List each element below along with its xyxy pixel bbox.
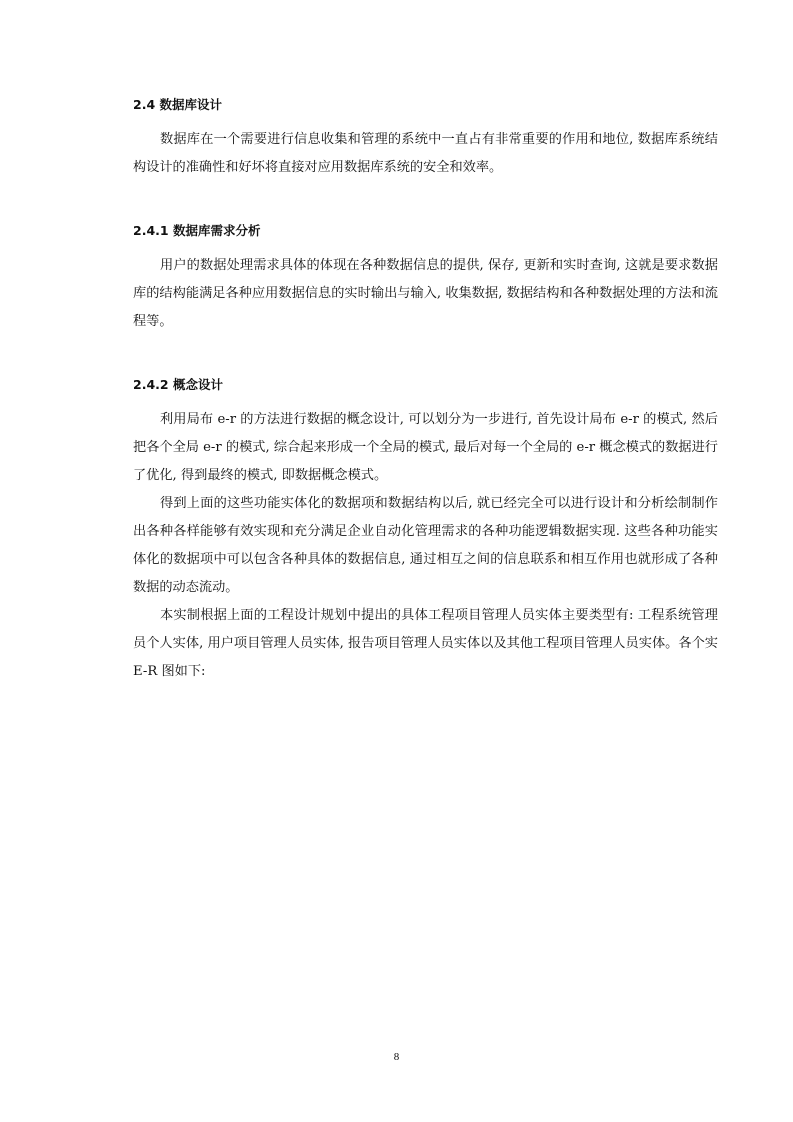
page-content [133, 96, 718, 686]
paragraph-requirements: 用户的数据处理需求具体的体现在各种数据信息的提供, 保存, 更新和实时查询, 这就是要求数据库的结构能满足各种应用数据信息的实时输出与输入, 收集数据, 数据结构和各种数据处理的方法和流程等。 [133, 258, 718, 329]
section-heading-conceptual-design: 2.4.2 概念设计 [133, 377, 223, 392]
paragraph-entities: 本实制根据上面的工程设计规划中提出的具体工程项目管理人员实体主要类型有: 工程系统管理员个人实体, 用户项目管理人员实体, 报告项目管理人员实体以及其他工程项目管理人员实体。各个实 E-R 图如下: [133, 608, 718, 679]
paragraph-database-intro: 数据库在一个需要进行信息收集和管理的系统中一直占有非常重要的作用和地位, 数据库系统结构设计的准确性和好坏将直接对应用数据库系统的安全和效率。 [133, 132, 718, 175]
paragraph-er-method: 利用局布 e-r 的方法进行数据的概念设计, 可以划分为一步进行, 首先设计局布 e-r 的模式, 然后把各个全局 e-r 的模式, 综合起来形成一个全局的模式, 最后对每一个全局的 e-r 概念模式的数据进行了优化, 得到最终的模式, 即数据概念模式。 [133, 412, 718, 483]
section-heading-requirements-analysis: 2.4.1 数据库需求分析 [133, 223, 261, 238]
section-heading-database-design: 2.4 数据库设计 [133, 97, 222, 112]
paragraph-data-items: 得到上面的这些功能实体化的数据项和数据结构以后, 就已经完全可以进行设计和分析绘制制作出各种各样能够有效实现和充分满足企业自动化管理需求的各种功能逻辑数据实现. 这些各种功能实体化的数据项中可以包含各种具体的数据信息, 通过相互之间的信息联系和相互作用也就形成了各种数据的动态流动。 [133, 496, 718, 595]
page-number: 8 [393, 1051, 400, 1063]
